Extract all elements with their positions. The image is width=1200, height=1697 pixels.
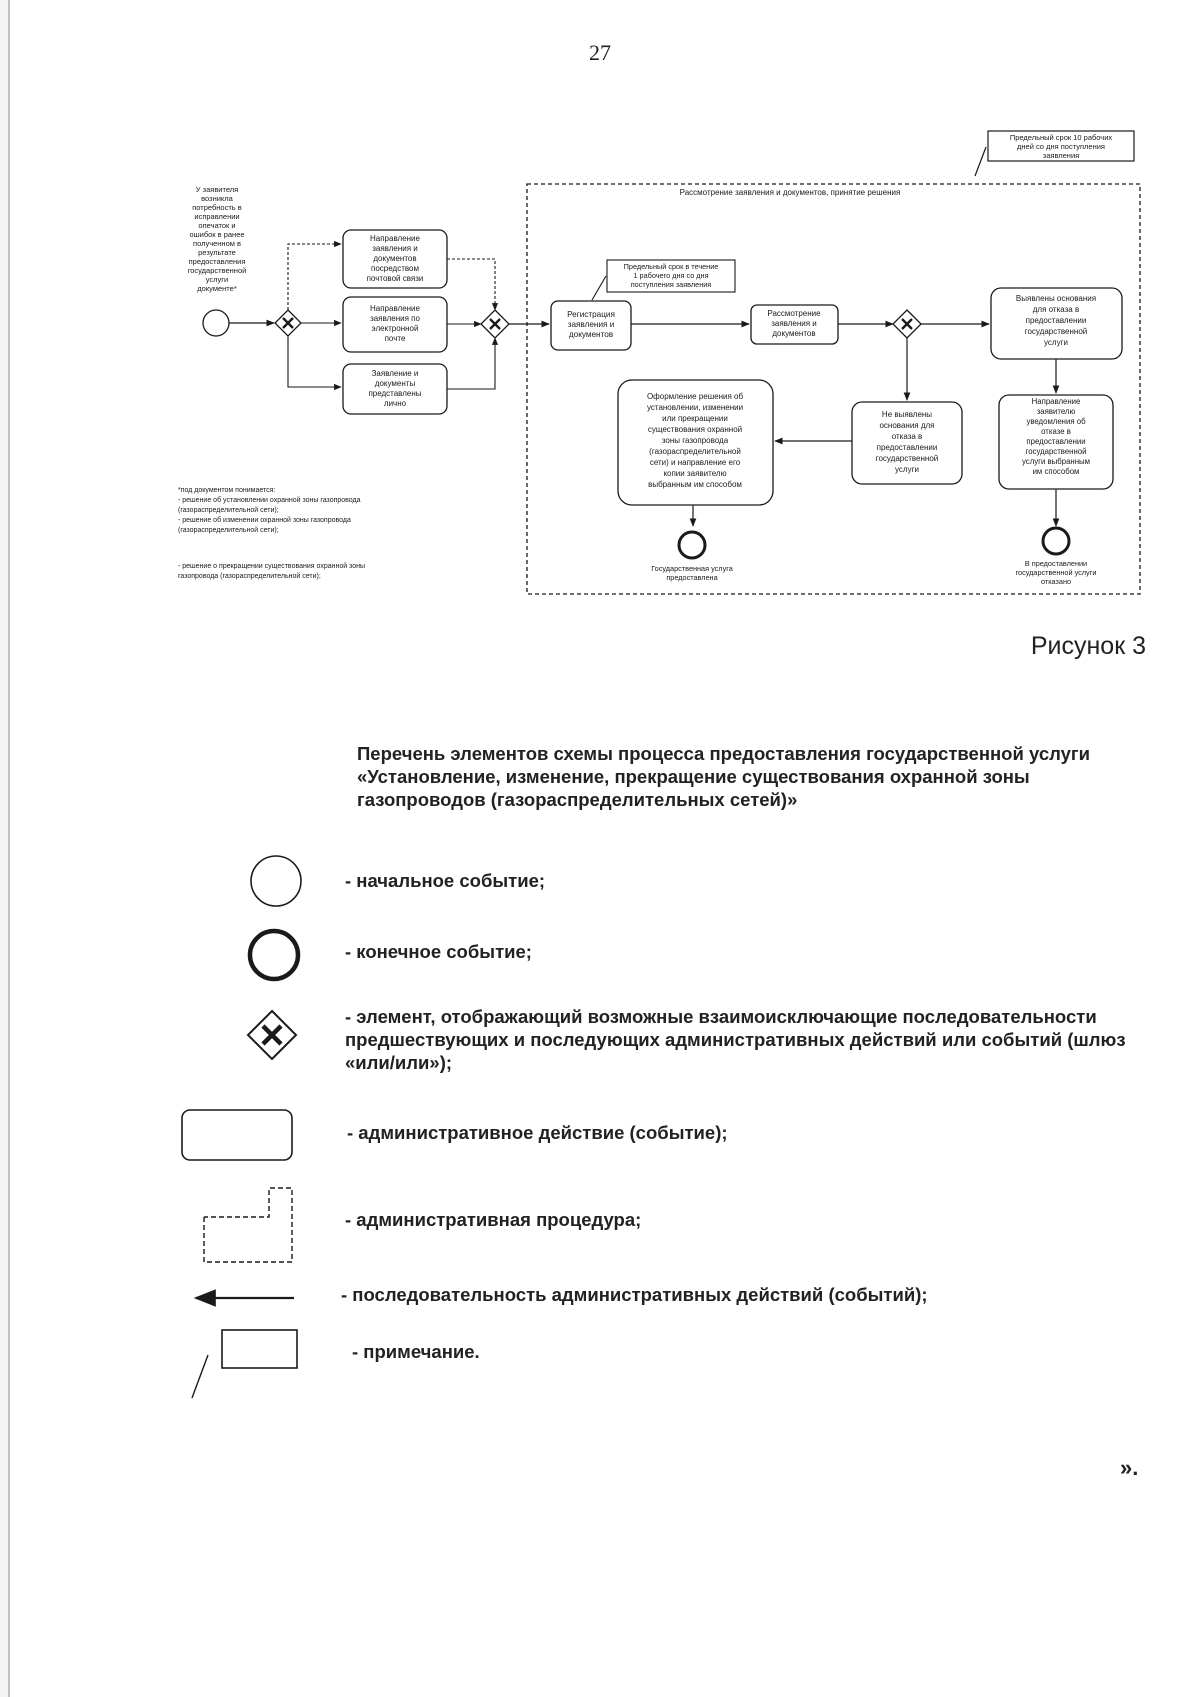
action-registration-text (567, 310, 615, 339)
email-line: Направление (370, 304, 420, 313)
start-note-line: документе* (197, 284, 237, 293)
inperson-line: Заявление и (371, 369, 419, 378)
decision-line: существования охранной (647, 425, 743, 434)
note-registration-leader (592, 276, 606, 300)
note-registration-line: поступления заявления (630, 280, 712, 289)
figure-caption: Рисунок 3 (1030, 632, 1146, 660)
decision-line: установлении, изменении (646, 403, 744, 412)
end-event-refused (1043, 528, 1069, 554)
refusal-line: отказе в (1041, 427, 1071, 436)
procedure-icon (204, 1188, 292, 1262)
decision-line: копии заявителю (663, 469, 727, 478)
end-provided-text (651, 564, 734, 582)
footnote-line: - решение об установлении охранной зоны газопровода (178, 497, 361, 504)
end-provided-line: Государственная услуга (651, 564, 733, 573)
note-registration-line: 1 рабочего дня со дня (633, 271, 709, 280)
legend-title: Перечень элементов схемы процесса предоставления государственной услуги «Установление, изменение, прекращение существования охранной зоны газопроводов (газораспределительных сетей)» (357, 743, 1090, 810)
decision-line: Оформление решения об (646, 392, 744, 401)
legend-item-gateway: - элемент, отображающий возможные взаимоисключающие последовательности предшествующих и последующих административных действий или событий (шлюз «или/или»); (345, 1006, 1126, 1073)
note-top-line: Предельный срок 10 рабочих (1009, 133, 1113, 142)
end-event-provided (679, 532, 705, 558)
flow-split-to-post (288, 244, 341, 310)
no-grounds-line: основания для (879, 421, 935, 430)
no-grounds-line: государственной (875, 454, 939, 463)
legend-item-start: - начальное событие; (345, 870, 546, 891)
flow-split-to-inperson (288, 336, 341, 387)
end-refused-line: государственной услуги (1015, 568, 1097, 577)
start-note-line: услуги (205, 275, 229, 284)
no-grounds-line: услуги (895, 465, 919, 474)
review-line: заявления и (771, 319, 817, 328)
action-post-text (367, 234, 424, 283)
footnote-line: *под документом понимается: (178, 487, 276, 494)
no-grounds-line: Не выявлены (881, 410, 933, 419)
refusal-line: уведомления об (1026, 417, 1086, 426)
gateway-split (275, 310, 301, 336)
action-review-text (767, 309, 821, 338)
email-line: заявления по (370, 314, 420, 323)
email-line: почте (384, 334, 406, 343)
end-refused-line: отказано (1040, 577, 1072, 586)
start-note-text (188, 185, 247, 293)
start-note-line: предоставления (188, 257, 246, 266)
no-grounds-line: отказа в (891, 432, 923, 441)
post-line: почтовой связи (366, 274, 424, 283)
grounds-found-line: предоставлении (1025, 316, 1087, 325)
email-line: электронной (371, 324, 419, 333)
legend-item-sequence: - последовательность административных действий (событий); (341, 1284, 928, 1305)
refusal-line: Направление (1031, 397, 1081, 406)
registration-line: заявления и (567, 320, 615, 329)
review-line: документов (772, 329, 816, 338)
start-event (203, 310, 229, 336)
footnote-line: газопровода (газораспределительной сети); (178, 573, 321, 580)
note-top-leader (975, 147, 986, 176)
inperson-line: представлены (368, 389, 422, 398)
note-top-line: дней со дня поступления (1017, 142, 1105, 151)
post-line: заявления и (372, 244, 418, 253)
end-refused-text (1016, 559, 1097, 586)
post-line: документов (373, 254, 417, 263)
decision-line: выбранным им способом (648, 480, 742, 489)
start-note-line: исправлении (194, 212, 240, 221)
refusal-line: заявителю (1036, 407, 1076, 416)
decision-line: или прекращении (662, 414, 728, 423)
start-note-line: ошибок в ранее (189, 230, 245, 239)
procedure-label: Рассмотрение заявления и документов, принятие решения (679, 188, 901, 197)
note-registration-line: Предельный срок в течение (623, 262, 719, 271)
registration-line: Регистрация (567, 310, 615, 319)
diagram-footnote (178, 487, 365, 580)
decision-line: зоны газопровода (661, 436, 729, 445)
gateway-icon (248, 1011, 296, 1059)
footnote-line: - решение об изменении охранной зоны газопровода (178, 517, 351, 524)
closing-quote-mark: ». (1120, 1455, 1139, 1480)
footnote-line: - решение о прекращении существования охранной зоны (178, 563, 366, 570)
grounds-found-line: услуги (1044, 338, 1068, 347)
post-line: посредством (371, 264, 419, 273)
grounds-found-line: государственной (1024, 327, 1088, 336)
flow-post-to-merge (447, 259, 495, 310)
note-top-line: заявления (1042, 151, 1080, 160)
start-note-line: полученном в (193, 239, 241, 248)
action-icon (182, 1110, 292, 1160)
note-registration-text (624, 262, 719, 289)
footnote-line: (газораспределительной сети); (178, 527, 279, 534)
legend-item-procedure: - административная процедура; (345, 1209, 642, 1230)
legend-item-action: - административное действие (событие); (347, 1122, 728, 1143)
note-icon (192, 1330, 297, 1398)
gateway-merge (481, 310, 509, 338)
end-event-icon (250, 931, 298, 979)
refusal-line: услуги выбранным (1022, 457, 1090, 466)
flow-inperson-to-merge (447, 338, 495, 389)
end-provided-line: предоставлена (666, 573, 718, 582)
grounds-found-line: для отказа в (1032, 305, 1080, 314)
footnote-line: (газораспределительной сети); (178, 507, 279, 514)
start-note-line: У заявителя (195, 185, 239, 194)
legend-item-note: - примечание. (352, 1341, 480, 1362)
refusal-line: государственной (1025, 447, 1087, 456)
registration-line: документов (568, 330, 614, 339)
inperson-line: документы (374, 379, 416, 388)
start-note-line: возникла (201, 194, 233, 203)
gateway-decision (893, 310, 921, 338)
grounds-found-line: Выявлены основания (1015, 294, 1097, 303)
page-number: 27 (589, 40, 611, 65)
start-note-line: государственной (187, 266, 247, 275)
legend-item-end: - конечное событие; (345, 941, 532, 962)
post-line: Направление (370, 234, 420, 243)
decision-line: сети) и направление его (649, 458, 741, 467)
no-grounds-line: предоставлении (876, 443, 938, 452)
start-note-line: опечаток и (198, 221, 236, 230)
end-refused-line: В предоставлении (1024, 559, 1088, 568)
start-note-line: потребность в (192, 203, 242, 212)
start-note-line: результате (198, 248, 236, 257)
refusal-line: им способом (1032, 467, 1080, 476)
decision-line: (газораспределительной (649, 447, 741, 456)
start-event-icon (251, 856, 301, 906)
inperson-line: лично (383, 399, 407, 408)
review-line: Рассмотрение (767, 309, 821, 318)
refusal-line: предоставлении (1026, 437, 1086, 446)
